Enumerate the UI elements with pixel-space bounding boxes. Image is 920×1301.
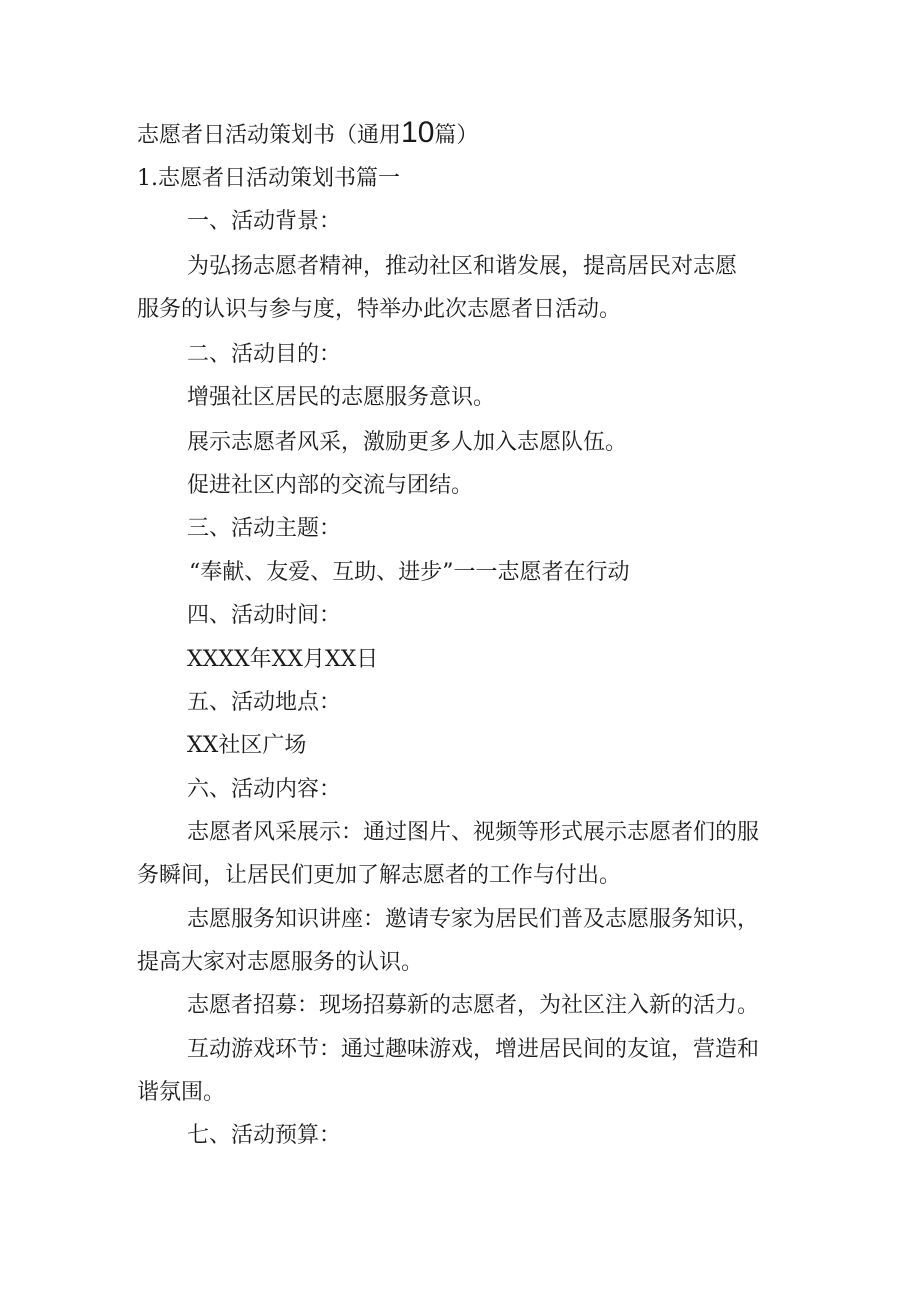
list-item: 促进社区内部的交流与团结。: [187, 473, 474, 498]
paragraph-line: 志愿者风采展示：通过图片、视频等形式展示志愿者们的服: [187, 820, 760, 845]
paragraph-line: 提高大家对志愿服务的认识。: [137, 950, 424, 975]
article-heading: 1.志愿者日活动策划书篇一: [137, 166, 400, 191]
paragraph-line: 志愿服务知识讲座：邀请专家为居民们普及志愿服务知识，: [187, 907, 760, 932]
place-text: XX社区广场: [187, 733, 307, 758]
section-heading-theme: 三、活动主题：: [187, 516, 342, 541]
section-heading-background: 一、活动背景：: [187, 209, 342, 234]
section-heading-budget: 七、活动预算：: [187, 1123, 342, 1148]
section-heading-time: 四、活动时间：: [187, 603, 342, 628]
paragraph-line: 服务的认识与参与度，特举办此次志愿者日活动。: [137, 297, 622, 322]
paragraph-line: 谐氛围。: [137, 1080, 226, 1105]
title-number: 10: [401, 116, 435, 149]
document-title: [137, 118, 478, 151]
paragraph-line: 互动游戏环节：通过趣味游戏，增进居民间的友谊，营造和: [187, 1037, 760, 1062]
paragraph-line: 为弘扬志愿者精神，推动社区和谐发展，提高居民对志愿: [187, 254, 738, 279]
paragraph-line: 志愿者招募：现场招募新的志愿者，为社区注入新的活力。: [187, 993, 760, 1018]
theme-text: “奉献、友爱、互助、进步”一一志愿者在行动: [189, 560, 630, 585]
time-text: XXXX年XX月XX日: [187, 647, 379, 672]
title-prefix: 志愿者日活动策划书（通用: [137, 123, 402, 148]
title-suffix: 篇）: [434, 123, 479, 148]
section-heading-place: 五、活动地点：: [187, 690, 342, 715]
paragraph-line: 务瞬间，让居民们更加了解志愿者的工作与付出。: [137, 863, 622, 888]
list-item: 展示志愿者风采，激励更多人加入志愿队伍。: [187, 430, 628, 455]
section-heading-content: 六、活动内容：: [187, 777, 342, 802]
section-heading-purpose: 二、活动目的：: [187, 342, 342, 367]
list-item: 增强社区居民的志愿服务意识。: [187, 385, 496, 410]
